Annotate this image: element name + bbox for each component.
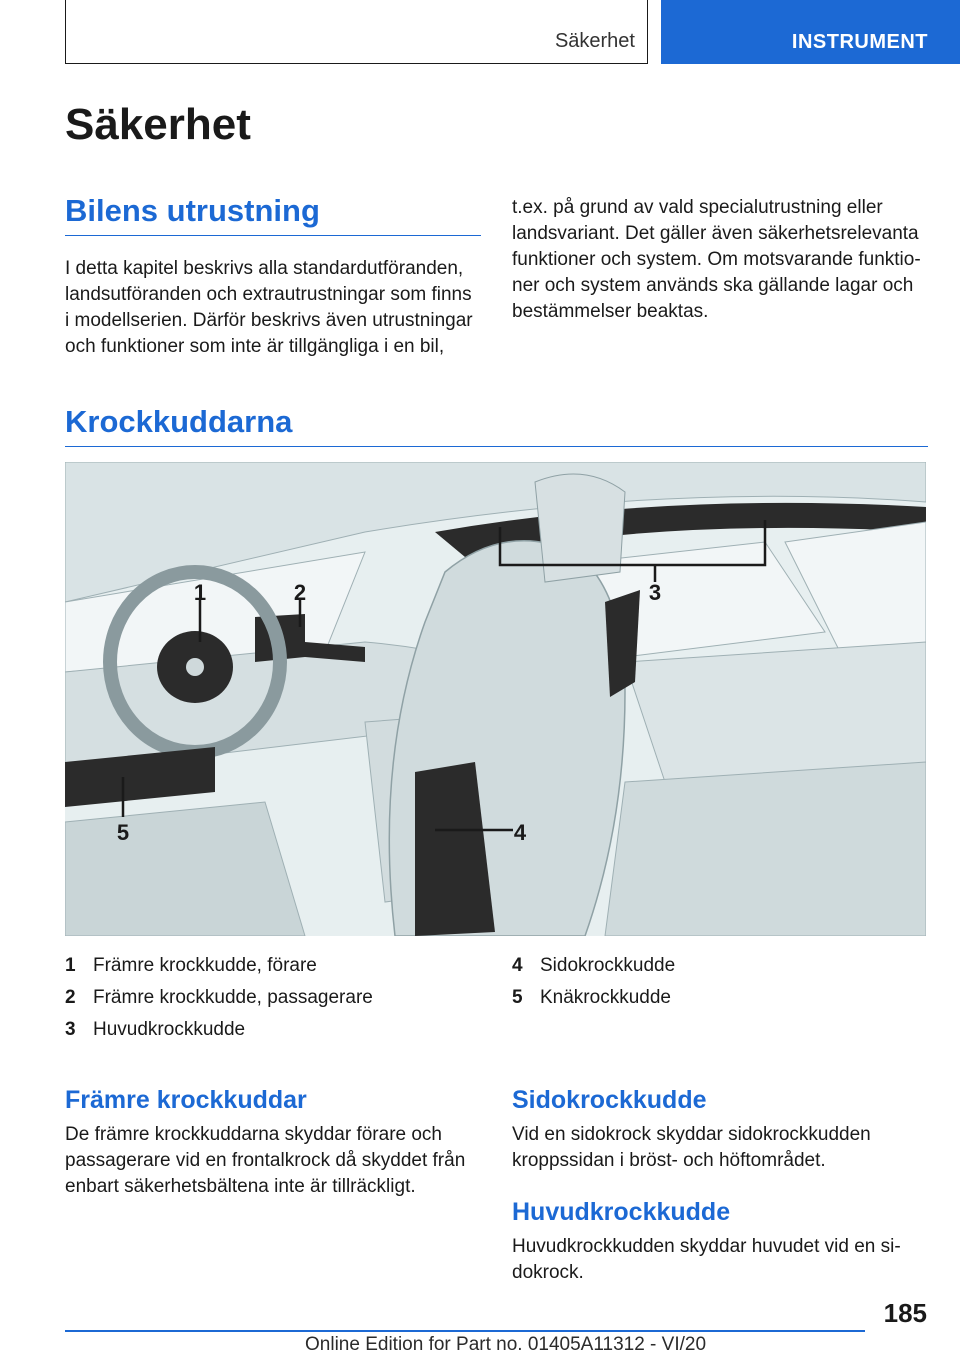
front-airbags-paragraph: De främre krockkuddarna skyddar förare och passagerare vid en frontalkrock då skyddet från enbart säkerhetsbältena inte är tillräckligt.: [65, 1124, 466, 1197]
airbag-illustration: [65, 462, 926, 936]
legend-left: [65, 950, 373, 1046]
legend-text: Sidokrockkudde: [540, 955, 676, 976]
equipment-paragraph-left: I detta kapitel beskrivs alla standardutföranden, landsutföranden och extrautrustningar som finns i modellserien. Därför beskrivs även utrustningar och funktioner som inte är tillgängliga i en bil,: [65, 258, 473, 357]
car-interior-drawing: [65, 462, 926, 936]
page-title: Säkerhet: [65, 100, 251, 149]
page-number: 185: [883, 1298, 927, 1328]
side-airbag-paragraph: Vid en sidokrock skyddar sidokrockkudden kroppssidan i bröst- och höftområdet.: [512, 1124, 871, 1171]
equipment-paragraph-right: t.ex. på grund av vald specialutrustning eller landsvariant. Det gäller även säkerhetsrelevanta funktioner och system. Om motsvarande funktioner och system används ska gällande lagar och bestämmelser beaktas.: [512, 197, 921, 322]
callout-3: 3: [648, 580, 662, 605]
chapter-tab-label: INSTRUMENT: [791, 31, 928, 53]
callout-5: 5: [116, 820, 130, 845]
legend-text: Främre krockkudde, passagerare: [93, 987, 373, 1008]
callout-4: 4: [513, 820, 527, 845]
legend-item: [512, 982, 675, 1014]
section-title-equipment: Bilens utrustning: [65, 193, 481, 236]
legend-item: [65, 1014, 373, 1046]
callout-2: 2: [293, 580, 307, 605]
legend-number: 3: [65, 1019, 76, 1040]
legend-right: [512, 950, 675, 1014]
legend-number: 5: [512, 987, 523, 1008]
legend-text: Knäkrockkudde: [540, 987, 671, 1008]
subsection-title-side-airbag: Sidokrockkudde: [512, 1086, 707, 1114]
legend-item: [65, 950, 373, 982]
callout-1: 1: [193, 580, 207, 605]
footer-edition: Online Edition for Part no. 01405A11312 - VI/20: [305, 1334, 707, 1355]
legend-text: Huvudkrockkudde: [93, 1019, 246, 1040]
header-section-box: [65, 0, 648, 64]
legend-number: 2: [65, 987, 76, 1008]
legend-number: 1: [65, 955, 76, 976]
legend-item: [512, 950, 675, 982]
legend-number: 4: [512, 955, 523, 976]
header-section-label: Säkerhet: [554, 30, 635, 52]
section-title-airbags: Krockkuddarna: [65, 404, 928, 447]
subsection-title-front-airbags: Främre krockkuddar: [65, 1086, 307, 1114]
legend-item: [65, 982, 373, 1014]
subsection-title-head-airbag: Huvudkrockkudde: [512, 1198, 731, 1226]
head-airbag-paragraph: Huvudkrockkudden skyddar huvudet vid en sidokrock.: [512, 1236, 901, 1283]
legend-text: Främre krockkudde, förare: [93, 955, 317, 976]
footer-divider: [65, 1330, 865, 1332]
header-chapter-tab[interactable]: [661, 0, 960, 64]
